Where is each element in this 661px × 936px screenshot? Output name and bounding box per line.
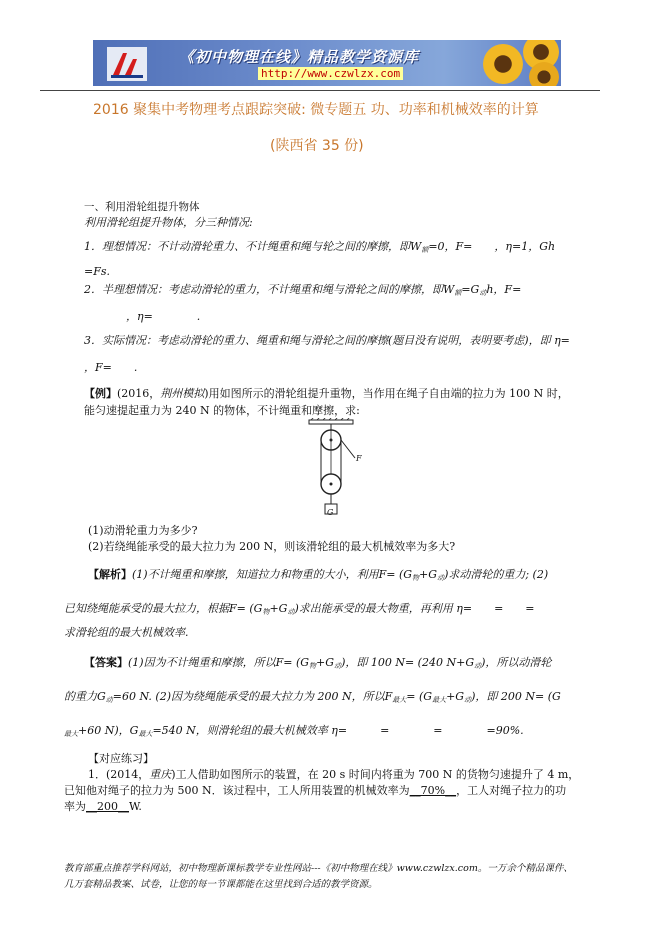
practice-line-1: 1．(2014，重庆)工人借助如图所示的装置，在 20 s 时间内将重为 700 N 的货物匀速提升了 4 m， [88,768,580,781]
case-3-line-2: ，F= . [84,361,138,374]
case-1-line: 1．理想情况：不计动滑轮重力、不计绳重和绳与轮之间的摩擦，即$W_额=0$，F= ，η=1，Gh [84,240,556,254]
case-2-line: 2．半理想情况：考虑动滑轮的重力，不计绳重和绳与滑轮之间的摩擦，即$W_额=G_动h$，F= [84,283,522,297]
analysis-line-1: 【解析】(1)不计绳重和摩擦，知道拉力和物重的大小，利用$F= (G_物+G_动)$求动滑轮的重力; (2) [88,568,549,582]
footer-line-2: 几万套精品教案、试卷，让您的每一节课都能在这里找到合适的教学资源。 [64,879,378,890]
case-3-line: 3．实际情况：考虑动滑轮的重力、绳重和绳与滑轮之间的摩擦(题目没有说明，表明要考虑)，即 η= [84,334,570,347]
answer-line-2: 的重力$G_动=60$ N. (2)因为绕绳能承受的最大拉力为 200 N，所以$F_{最大}= (G_{最大}+G_动)$，即 200 N= (G [64,690,561,704]
case-2-line-2: ，η= . [104,310,201,323]
page-footer [64,861,573,893]
section-heading: 一、利用滑轮组提升物体 [84,201,200,213]
question-1: (1)动滑轮重力为多少? [88,524,198,537]
practice-line-3: 率为__200__W. [64,800,142,813]
footer-line-1: 教育部重点推荐学科网站，初中物理新课标教学专业性网站---《初中物理在线》www.czwlzx.com。一万余个精品课件、 [64,863,573,874]
practice-line-2: 已知他对绳子的拉力为 500 N．该过程中，工人所用装置的机械效率为__70%__，工人对绳子拉力的功 [64,784,567,797]
section-intro: 利用滑轮组提升物体，分三种情况: [84,216,253,229]
figure-weight-label: G [327,508,334,517]
analysis-line-2: 已知绕绳能承受的最大拉力，根据$F= (G_物+G_动)$求出能承受的最大物重，再利用 η= = = [64,602,535,616]
pulley-diagram [305,418,365,518]
practice-heading: 【对应练习】 [88,752,154,765]
case-1-line-2: =Fs. [84,265,110,278]
answer-line-3: $_{最大}$+60 N)，$G_{最大}=540$ N，则滑轮组的最大机械效率 η= = = =90%. [64,724,524,738]
page-subtitle: (陕西省 35 份) [270,138,364,154]
header-rule [40,90,600,91]
site-banner [93,40,561,86]
answer-line-1: 【答案】(1)因为不计绳重和摩擦，所以$F= (G_物+G_动)$，即 100 N= (240 $N+G_动$)，所以动滑轮 [84,656,552,670]
site-logo-icon [107,47,147,81]
analysis-line-3: 求滑轮组的最大机械效率. [64,626,189,639]
figure-force-label: F [356,454,362,463]
page-title: 2016 聚集中考物理考点跟踪突破: 微专题五 功、功率和机械效率的计算 [93,102,539,118]
banner-url-link[interactable]: http://www.czwlzx.com [258,67,403,80]
banner-title: 《初中物理在线》精品教学资源库 [179,48,420,66]
example-line-1: 【例】(2016，荆州模拟)用如图所示的滑轮组提升重物，当作用在绳子自由端的拉力为 100 N 时， [84,387,569,400]
question-2: (2)若绕绳能承受的最大拉力为 200 N，则该滑轮组的最大机械效率为多大? [88,540,456,553]
example-line-2: 能匀速提起重力为 240 N 的物体，不计绳重和摩擦，求: [84,404,360,417]
